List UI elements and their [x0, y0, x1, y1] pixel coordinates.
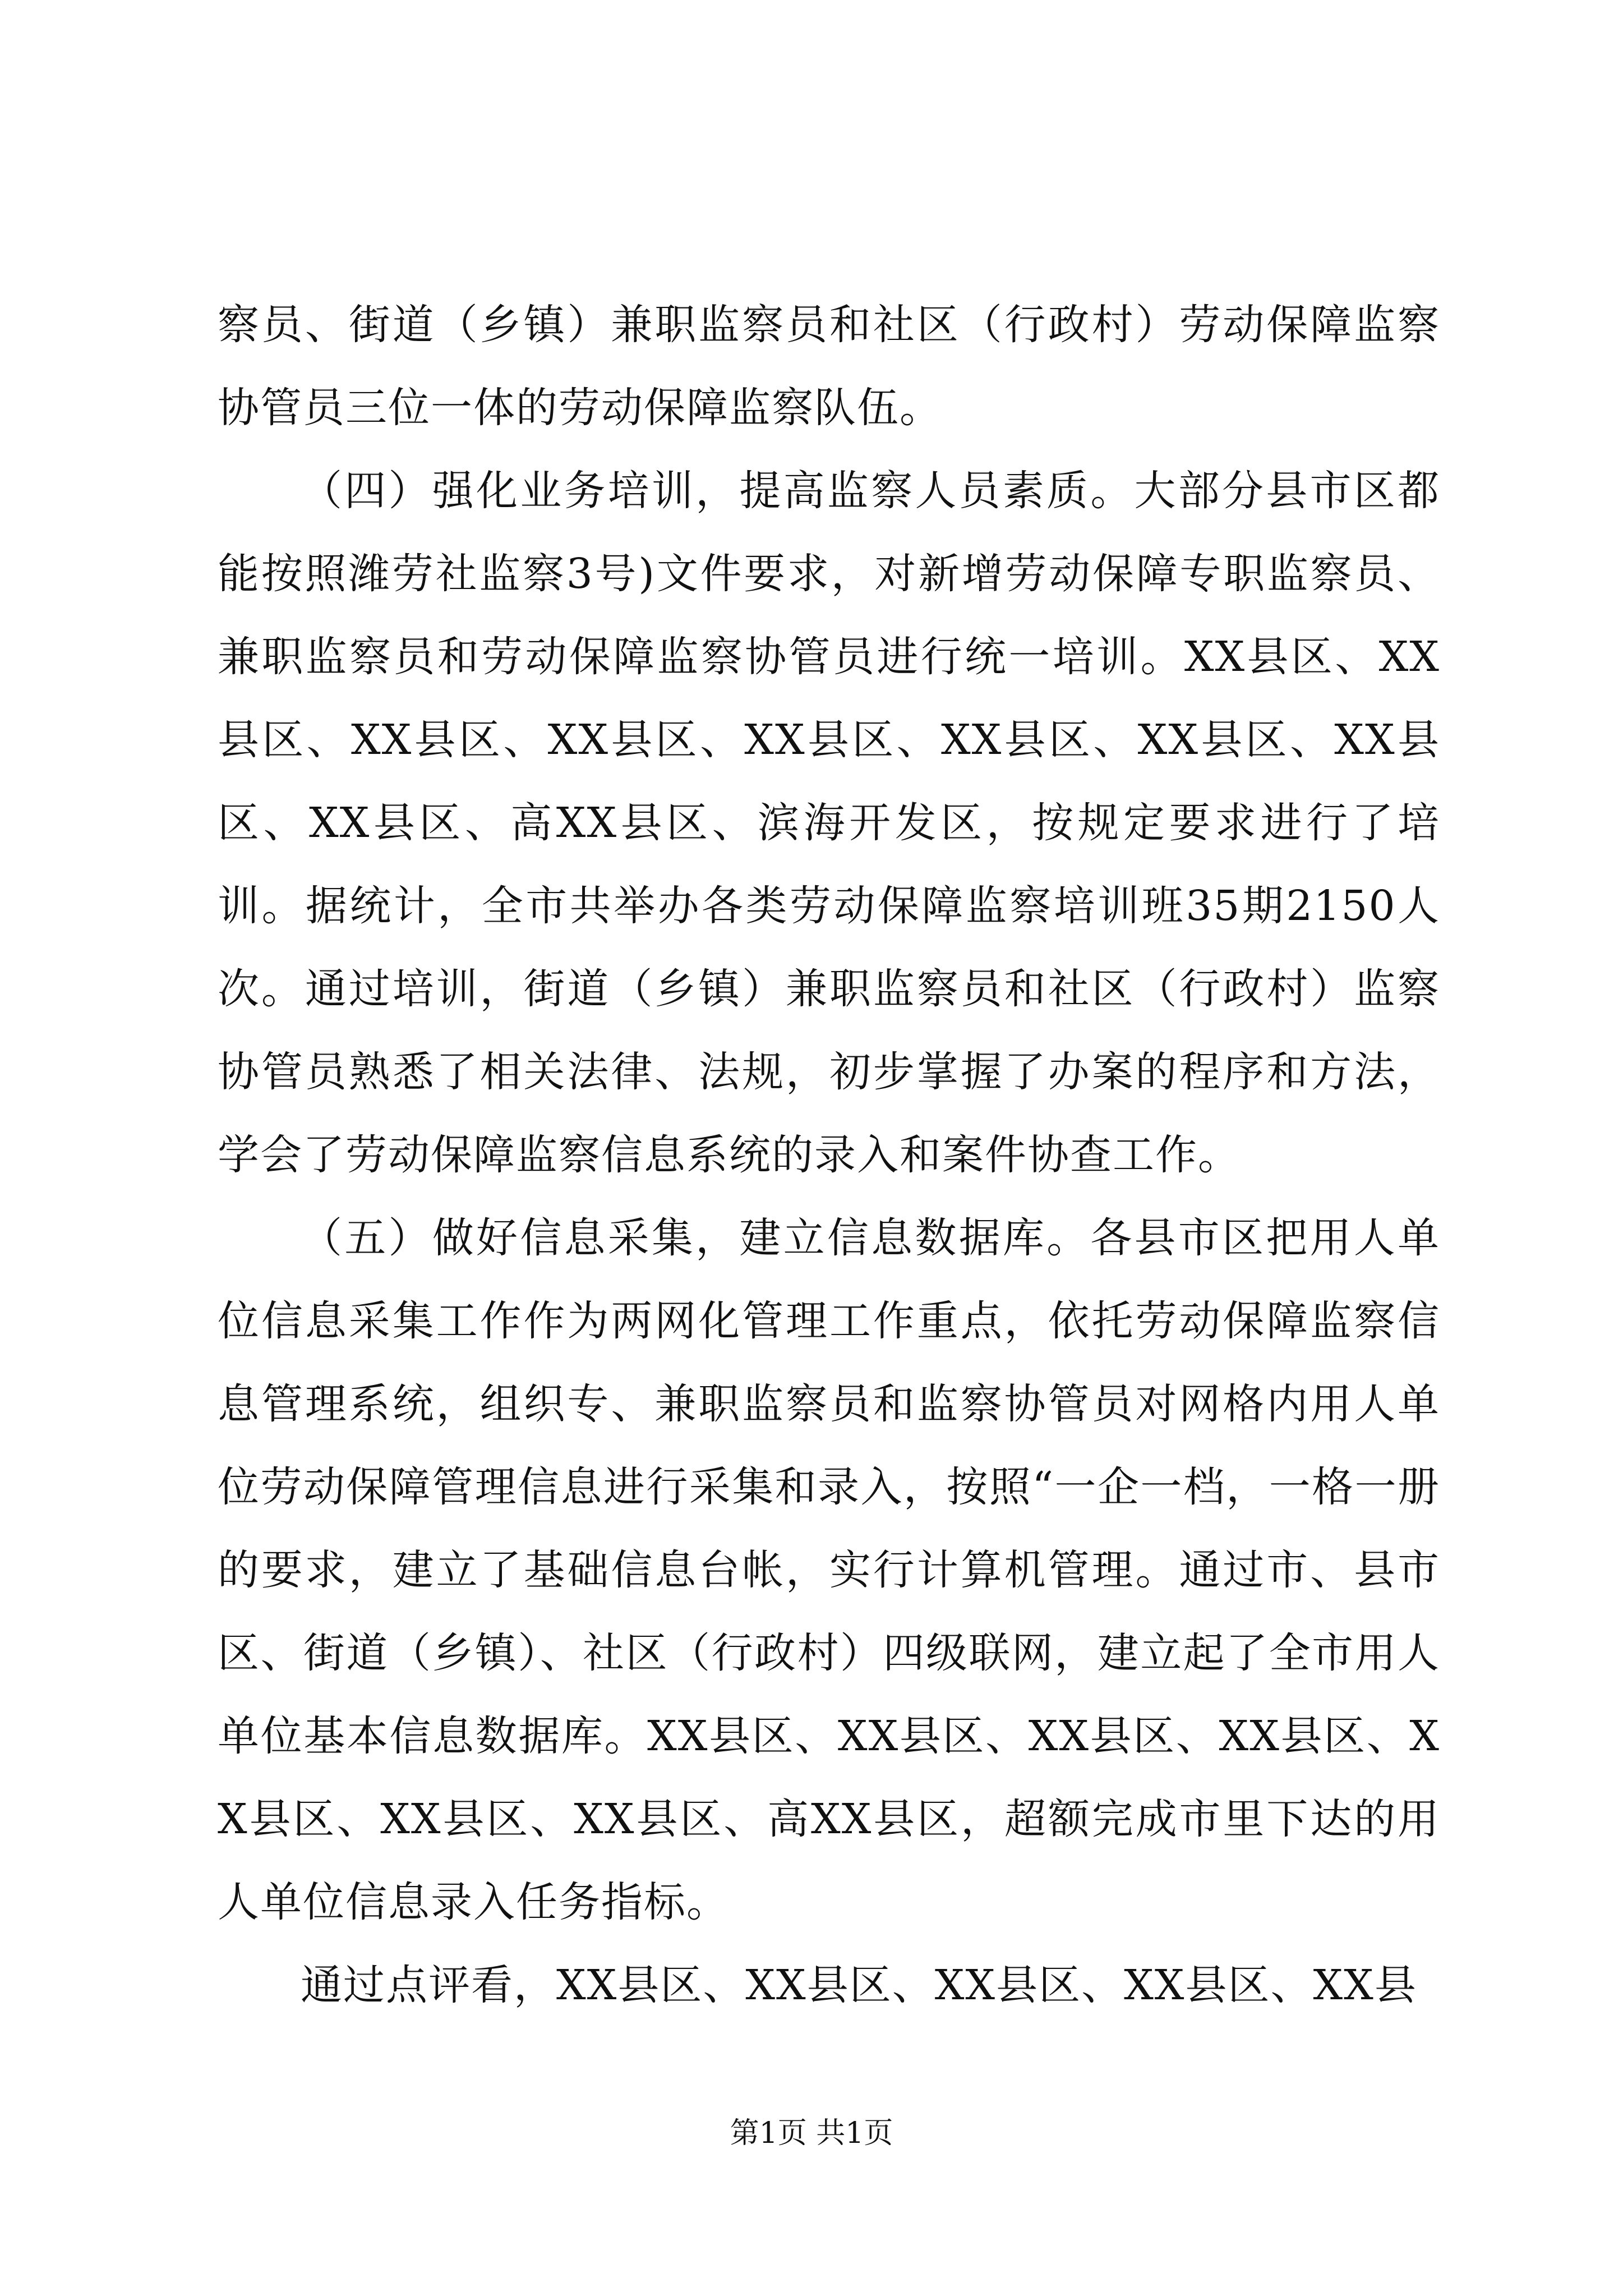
paragraph-review: 通过点评看，XX县区、XX县区、XX县区、XX县区、XX县 — [301, 1961, 1417, 2009]
paragraph-continuation: 察员、街道（乡镇）兼职监察员和社区（行政村）劳动保障监察协管员三位一体的劳动保障监察队伍。 — [218, 301, 1440, 432]
page-footer: 第1页 共1页 — [730, 2116, 893, 2150]
document-body — [218, 283, 1440, 2027]
paragraph-training: （四）强化业务培训，提高监察人员素质。大部分县市区都能按照潍劳社监察3号)文件要求，对新增劳动保障专职监察员、兼职监察员和劳动保障监察协管员进行统一培训。XX县区、XX县区、XX县区、XX县区、XX县区、XX县区、XX县区、XX县区、XX县区、高XX县区、滨海开发区，按规定要求进行了培训。据统计，全市共举办各类劳动保障监察培训班35期2150人次。通过培训，街道（乡镇）兼职监察员和社区（行政村）监察协管员熟悉了相关法律、法规，初步掌握了办案的程序和方法，学会了劳动保障监察信息系统的录入和案件协查工作。 — [218, 467, 1440, 1179]
paragraph-information-collection: （五）做好信息采集，建立信息数据库。各县市区把用人单位信息采集工作作为两网化管理工作重点，依托劳动保障监察信息管理系统，组织专、兼职监察员和监察协管员对网格内用人单位劳动保障管理信息进行采集和录入，按照“一企一档，一格一册的要求，建立了基础信息台帐，实行计算机管理。通过市、县市区、街道（乡镇）、社区（行政村）四级联网，建立起了全市用人单位基本信息数据库。XX县区、XX县区、XX县区、XX县区、XX县区、XX县区、XX县区、高XX县区，超额完成市里下达的用人单位信息录入任务指标。 — [218, 1214, 1440, 1926]
